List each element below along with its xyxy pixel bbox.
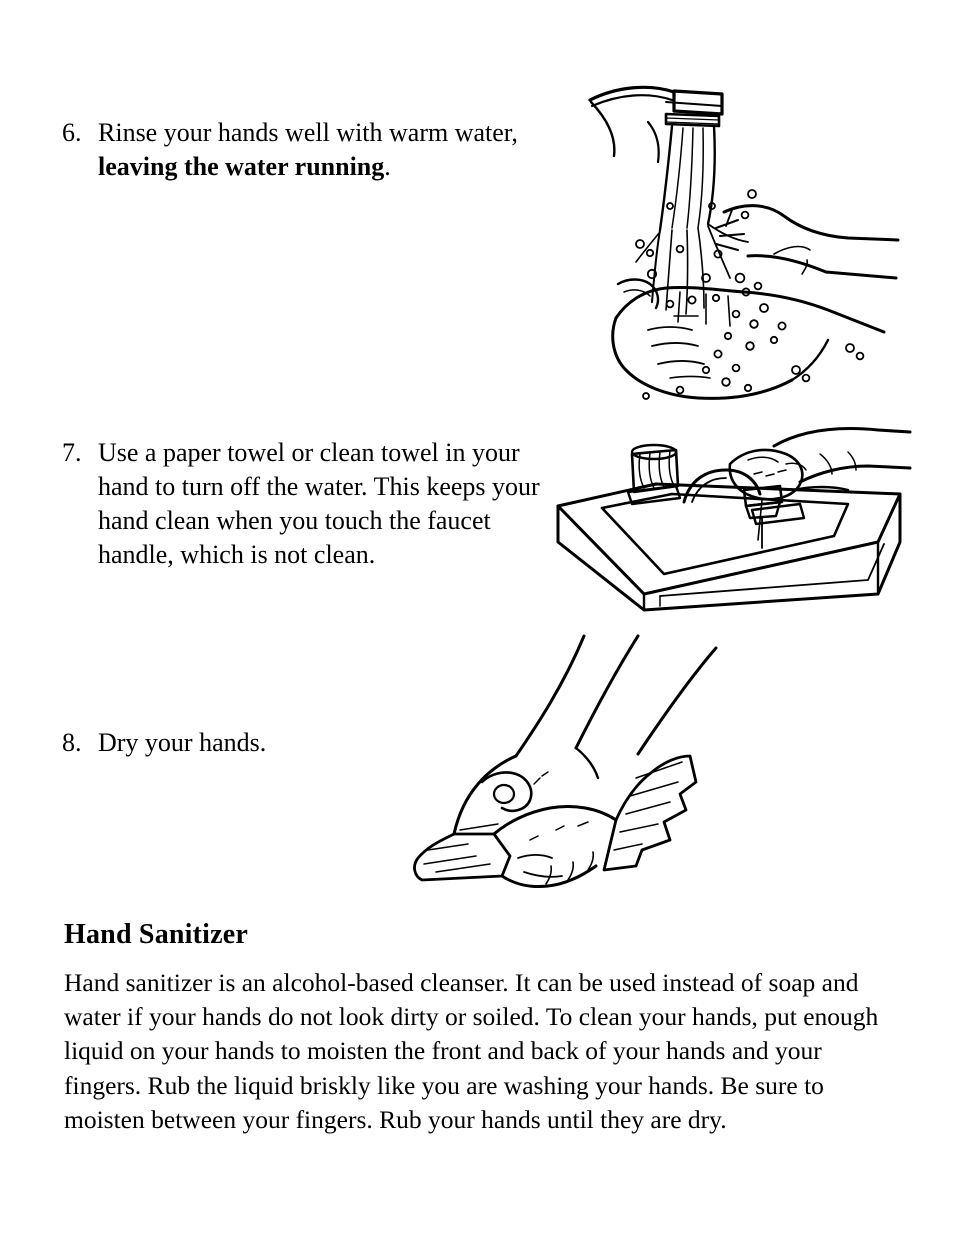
section-heading-hand-sanitizer: Hand Sanitizer bbox=[64, 919, 249, 950]
hands-rinsing-under-faucet-illustration bbox=[588, 78, 900, 410]
step-6-text-bold: leaving the water running bbox=[98, 152, 385, 181]
step-7-number: 7. bbox=[62, 438, 82, 467]
hands-drying-with-towel-illustration bbox=[398, 632, 722, 896]
sink-faucet-towel-illustration bbox=[548, 424, 912, 616]
step-8-number: 8. bbox=[62, 728, 82, 757]
list-item-step-7 bbox=[62, 436, 562, 572]
step-6-text-tail: . bbox=[384, 152, 391, 181]
step-6-number: 6. bbox=[62, 118, 82, 147]
step-6-text bbox=[98, 116, 582, 184]
list-item-step-6 bbox=[62, 116, 582, 184]
step-8-text: Dry your hands. bbox=[98, 728, 267, 757]
step-7-text: Use a paper towel or clean towel in your hand to turn off the water. This keeps your hand clean when you touch the faucet handle, which is not clean. bbox=[98, 438, 540, 569]
section-paragraph-hand-sanitizer: Hand sanitizer is an alcohol-based cleanser. It can be used instead of soap and water if your hands do not look dirty or soiled. To clean your hands, put enough liquid on your hands to moisten the front and back of your hands and your fingers. Rub the liquid briskly like you are washing your hands. Be sure to moisten between your fingers. Rub your hands until they are dry. bbox=[64, 968, 879, 1134]
step-6-text-normal: Rinse your hands well with warm water, bbox=[98, 118, 518, 147]
